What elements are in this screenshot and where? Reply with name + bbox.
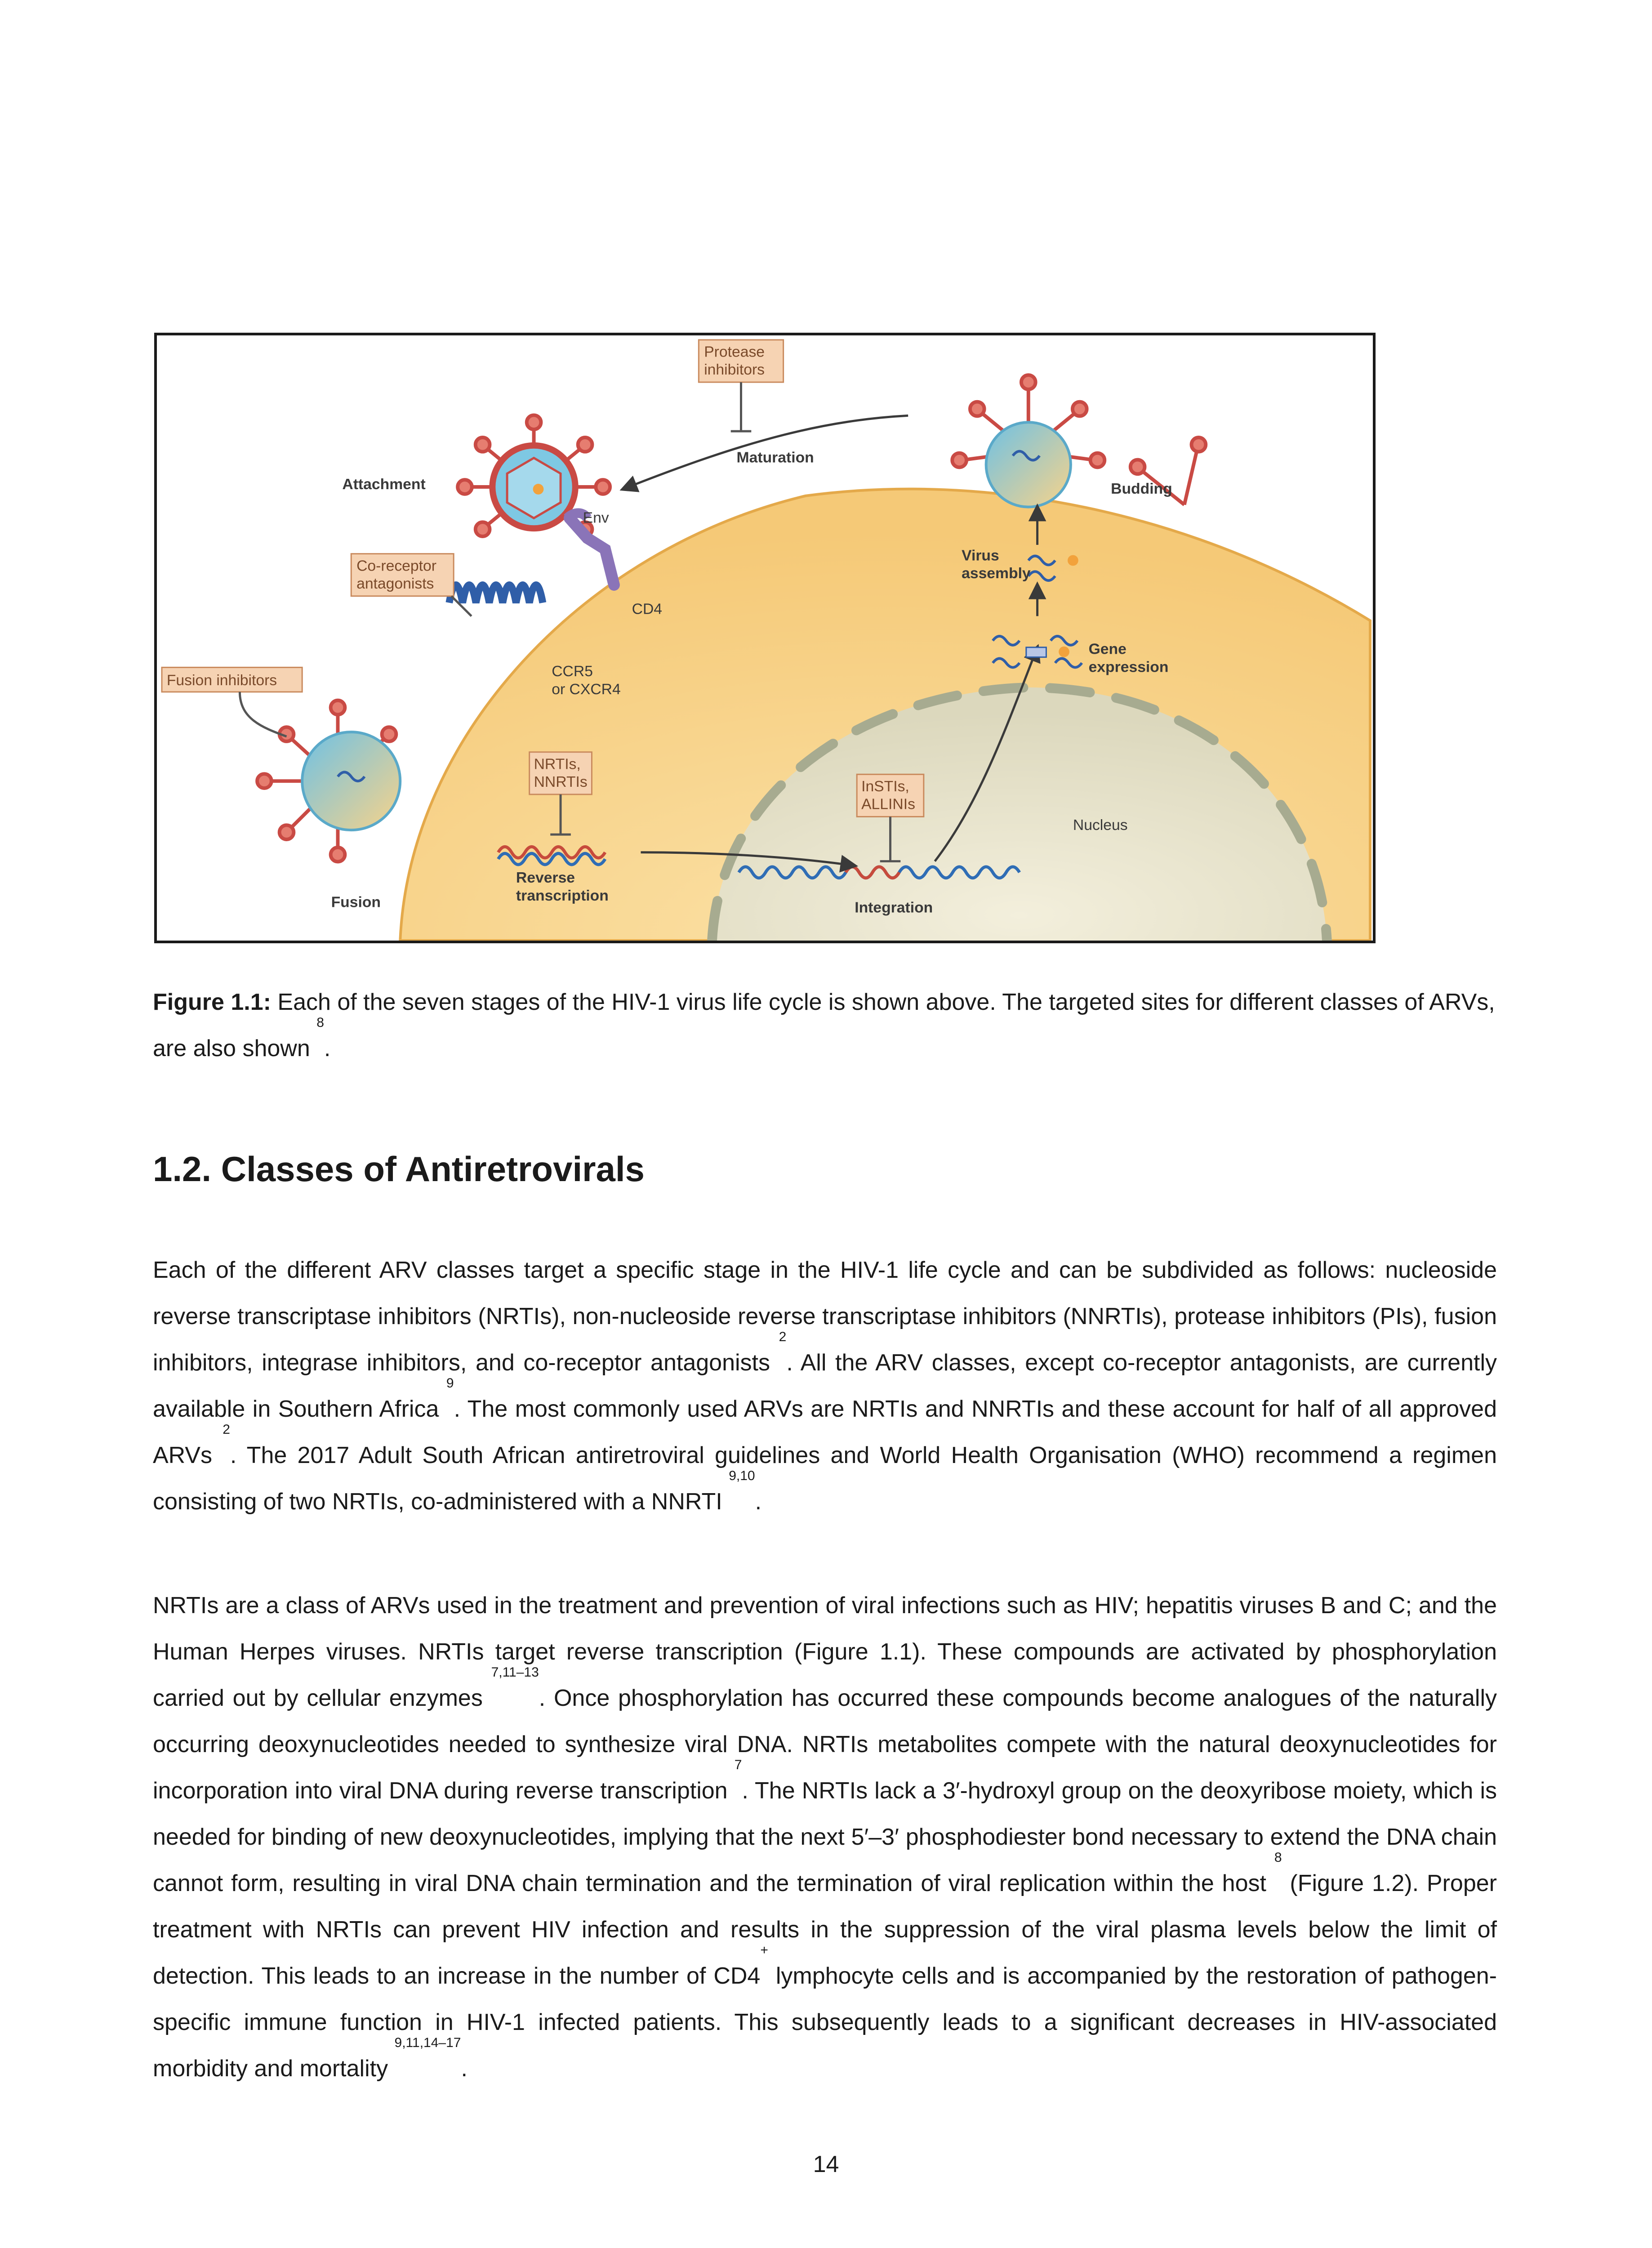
fusion-inhibitors-box	[162, 667, 302, 692]
protease-inhibitors-box	[699, 340, 783, 382]
caption-label: Figure 1.1:	[153, 989, 271, 1015]
svg-text:Fusion inhibitors: Fusion inhibitors	[166, 672, 277, 689]
svg-text:NRTIs,: NRTIs,	[534, 756, 581, 773]
label-gene-expression: Gene	[1088, 641, 1127, 658]
hiv-life-cycle-figure	[154, 333, 1376, 943]
svg-text:Co-receptor: Co-receptor	[356, 558, 436, 575]
svg-text:antagonists: antagonists	[356, 575, 434, 592]
label-env: Env	[583, 509, 609, 526]
svg-text:NNRTIs: NNRTIs	[534, 774, 588, 791]
label-reverse-transcription: Reverse	[516, 870, 575, 887]
paragraph-arv-classes: Each of the different ARV classes target a specific stage in the HIV-1 life cycle and can be subdivided as follows: nucleoside reverse transcriptase inhibitors (NRTIs), non-nucleoside reverse transcriptase inhibitors (NNRTIs), protease inhibitors (PIs), fusion inhibitors, integrase inhibitors, and co-receptor antagonists $^2$. All the ARV classes, except co-receptor antagonists, are currently available in Southern Africa $^9$. The most commonly used ARVs are NRTIs and NNRTIs and these account for half of all approved ARVs $^2$. The 2017 Adult South African antiretroviral guidelines and World Health Organisation (WHO) recommend a regimen consisting of two NRTIs, co-administered with a NNRTI $^{9,10}$.	[153, 1257, 1497, 1515]
label-budding: Budding	[1111, 480, 1172, 497]
label-nucleus: Nucleus	[1073, 817, 1128, 834]
label-attachment: Attachment	[342, 476, 426, 493]
ccr5-coreceptor	[449, 585, 543, 603]
nrtis-box	[530, 752, 592, 794]
label-ccr5-2: or CXCR4	[552, 681, 621, 698]
paragraph-nrtis: NRTIs are a class of ARVs used in the treatment and prevention of viral infections such as HIV; hepatitis viruses B and C; and the Human Herpes viruses. NRTIs target reverse transcription (Figure 1.1). These compounds are activated by phosphorylation carried out by cellular enzymes $^{7,11-13}$. Once phosphorylation has occurred these compounds become analogues of the naturally occurring deoxynucleotides needed to synthesize viral DNA. NRTIs metabolites compete with the natural deoxynucleotides for incorporation into viral DNA during reverse transcription $^7$. The NRTIs lack a 3′-hydroxyl group on the deoxyribose moiety, which is needed for binding of new deoxynucleotides, implying that the next 5′–3′ phosphodiester bond necessary to extend the DNA chain cannot form, resulting in viral DNA chain termination and the termination of viral replication within the host $^8$ (Figure 1.2). Proper treatment with NRTIs can prevent HIV infection and results in the suppression of the viral plasma levels below the limit of detection. This leads to an increase in the number of CD4+ lymphocyte cells and is accompanied by the restoration of pathogen-specific immune function in HIV-1 infected patients. This subsequently leads to a significant decreases in HIV-associated morbidity and mortality $^{9,11,14-17}$.	[153, 1592, 1497, 2082]
label-virus-assembly: Virus	[962, 547, 999, 564]
instis-box	[857, 774, 924, 816]
label-integration: Integration	[855, 899, 933, 916]
svg-text:Protease: Protease	[704, 343, 765, 361]
label-virus-assembly-2: assembly	[962, 565, 1031, 582]
svg-text:InSTIs,: InSTIs,	[861, 778, 909, 795]
label-fusion: Fusion	[331, 894, 381, 911]
fusion-virus	[257, 700, 400, 862]
svg-text:inhibitors: inhibitors	[704, 361, 765, 379]
label-gene-expression-2: expression	[1088, 659, 1169, 676]
hiv-life-cycle-diagram	[157, 335, 1373, 941]
svg-text:ALLINIs: ALLINIs	[861, 796, 915, 813]
label-ccr5: CCR5	[552, 663, 593, 680]
coreceptor-antagonists-box	[351, 554, 454, 596]
figure-caption: Figure 1.1: Each of the seven stages of the HIV-1 virus life cycle is shown above. The targeted sites for different classes of ARVs, are also shown $^8$.	[153, 989, 1495, 1062]
label-cd4: CD4	[632, 601, 663, 618]
label-maturation: Maturation	[736, 449, 814, 466]
page-number: 14	[813, 2151, 839, 2177]
label-reverse-transcription-2: transcription	[516, 887, 609, 904]
section-heading: 1.2. Classes of Antiretrovirals	[153, 1149, 645, 1189]
